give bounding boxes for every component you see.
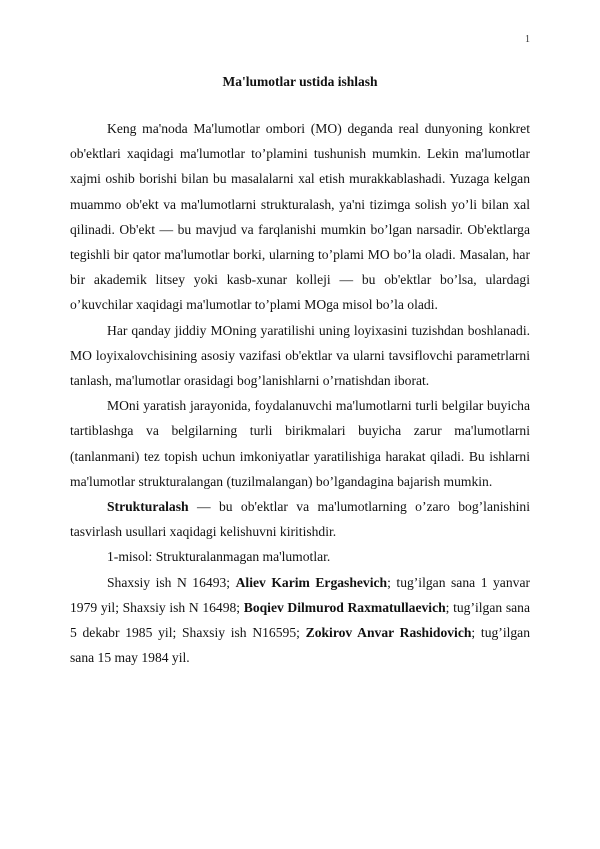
example-text-1: Shaxsiy ish N 16493; [107,574,236,590]
paragraph-design: Har qanday jiddiy MOning yaratilishi uning loyixasini tuzishdan boshlanadi. MO loyixalovchisining asosiy vazifasi ob'ektlar va ularni tavsiflovchi parametrlarni tanlash, ma'lumotlar orasidagi bog’lanishlarni o’rnatishdan iborat. [70,322,530,389]
page-title: Ma'lumotlar ustida ishlash [222,74,378,89]
document-body [70,116,530,670]
example-text-2: ; tug’ilgan sana 1 yanvar 1979 yil; Shaxsiy ish N 16498; [70,574,530,615]
paragraph-process: MOni yaratish jarayonida, foydalanuvchi ma'lumotlarni turli belgilar buyicha tartiblashga va belgilarning turli birikmalari buyicha zarur ma'lumotlarni (tanlanmani) tez topish uchun imkoniyatlar yaratilishiga harakat qiladi. Bu ishlarni ma'lumotlar strukturalangan (tuzilmalangan) bo’lgandagina bajarish mumkin. [70,398,530,489]
definition-term: Strukturalash [107,499,189,515]
paragraph-example-heading: 1-misol: Strukturalanmagan ma'lumotlar. [107,549,331,565]
page-number: 1 [525,34,530,45]
paragraph-definition [70,494,530,544]
example-name-1: Aliev Karim Ergashevich [235,574,388,590]
example-text-3: ; tug’ilgan sana 5 dekabr 1985 yil; Shaxsiy ish N16595; [70,599,530,641]
paragraph-intro: Keng ma'noda Ma'lumotlar ombori (MO) deganda real dunyoning konkret ob'ektlari xaqidagi ma'lumotlar to’plamini tushunish mumkin. Lekin ma'lumotlar xajmi oshib borishi bilan bu masalalarni xal etish murakkablashadi. Yuzaga kelgan muammo ob'ekt va ma'lumotlarni strukturalash, ya'ni tizimga solish yo’li bilan xal qilinadi. Ob'ekt — bu mavjud va farqlanishi mumkin bo’lgan narsadir. Ob'ektlarga tegishli bir qator ma'lumotlar borki, ularning to’plami MO bo’la oladi. Masalan, har bir akademik litsey yoki kasb-xunar kolleji — bu ob'ektlar bo’lsa, ulardagi o’kuvchilar xaqidagi ma'lumotlar to’plami MOga misol bo’la oladi. [70,121,530,313]
example-name-2: Boqiev Dilmurod Raxmatullaevich [243,599,446,615]
definition-text: — bu ob'ektlar va ma'lumotlarning o’zaro bog’lanishini tasvirlash usullari xaqidagi kelishuvni kiritishdir. [70,499,530,540]
example-name-3: Zokirov Anvar Rashidovich [305,625,472,641]
paragraph-example-data [70,570,530,671]
example-text-4: ; tug’ilgan sana 15 may 1984 yil. [70,625,530,666]
